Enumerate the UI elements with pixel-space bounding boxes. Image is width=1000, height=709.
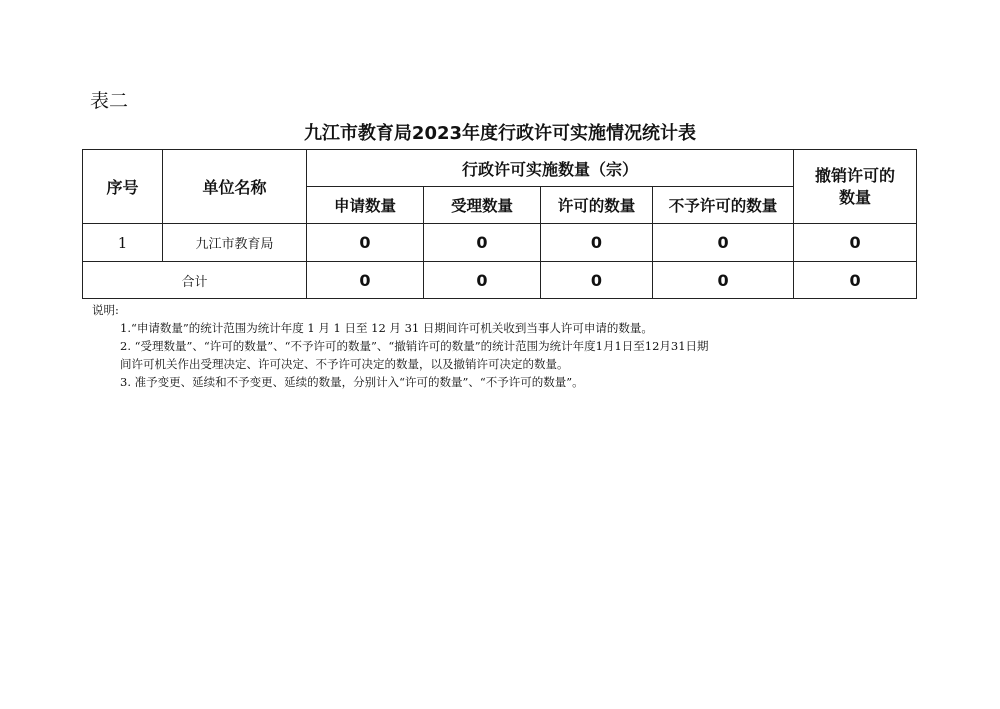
header-deny: 不予许可的数量 (653, 187, 794, 224)
note-item-3: 3. 准予变更、延续和不予变更、延续的数量，分别计入“许可的数量”、“不予许可的数量”。 (120, 375, 584, 389)
header-revoke-text: 撤销许可的数量 (815, 165, 896, 207)
header-revoke (794, 150, 917, 224)
row-apply: 0 (307, 224, 424, 262)
header-unit: 单位名称 (163, 150, 307, 224)
header-seq: 序号 (83, 150, 163, 224)
total-label: 合计 (83, 262, 307, 299)
header-group: 行政许可实施数量（宗） (307, 150, 794, 187)
row-seq: 1 (83, 224, 163, 262)
note-item-2: 2. “受理数量”、“许可的数量”、“不予许可的数量”、“撤销许可的数量”的统计范围为统计年度1月1日至12月31日期 (120, 339, 709, 353)
note-item-2-cont: 间许可机关作出受理决定、许可决定、不予许可决定的数量，以及撤销许可决定的数量。 (120, 357, 569, 371)
total-permit: 0 (541, 262, 653, 299)
total-revoke: 0 (794, 262, 917, 299)
note-item-1: 1.“申请数量”的统计范围为统计年度 1 月 1 日至 12 月 31 日期间许可机关收到当事人许可申请的数量。 (120, 321, 653, 335)
total-accept: 0 (424, 262, 541, 299)
row-unit: 九江市教育局 (163, 224, 307, 262)
header-permit: 许可的数量 (541, 187, 653, 224)
row-permit: 0 (541, 224, 653, 262)
table-row (83, 224, 917, 262)
notes-section (92, 301, 912, 391)
row-deny: 0 (653, 224, 794, 262)
page-title: 九江市教育局2023年度行政许可实施情况统计表 (303, 123, 697, 144)
table-label: 表二 (90, 90, 129, 112)
total-row (83, 262, 917, 299)
header-apply: 申请数量 (307, 187, 424, 224)
notes-heading: 说明: (92, 303, 119, 317)
statistics-table (82, 149, 917, 299)
total-deny: 0 (653, 262, 794, 299)
row-revoke: 0 (794, 224, 917, 262)
total-apply: 0 (307, 262, 424, 299)
header-accept: 受理数量 (424, 187, 541, 224)
row-accept: 0 (424, 224, 541, 262)
